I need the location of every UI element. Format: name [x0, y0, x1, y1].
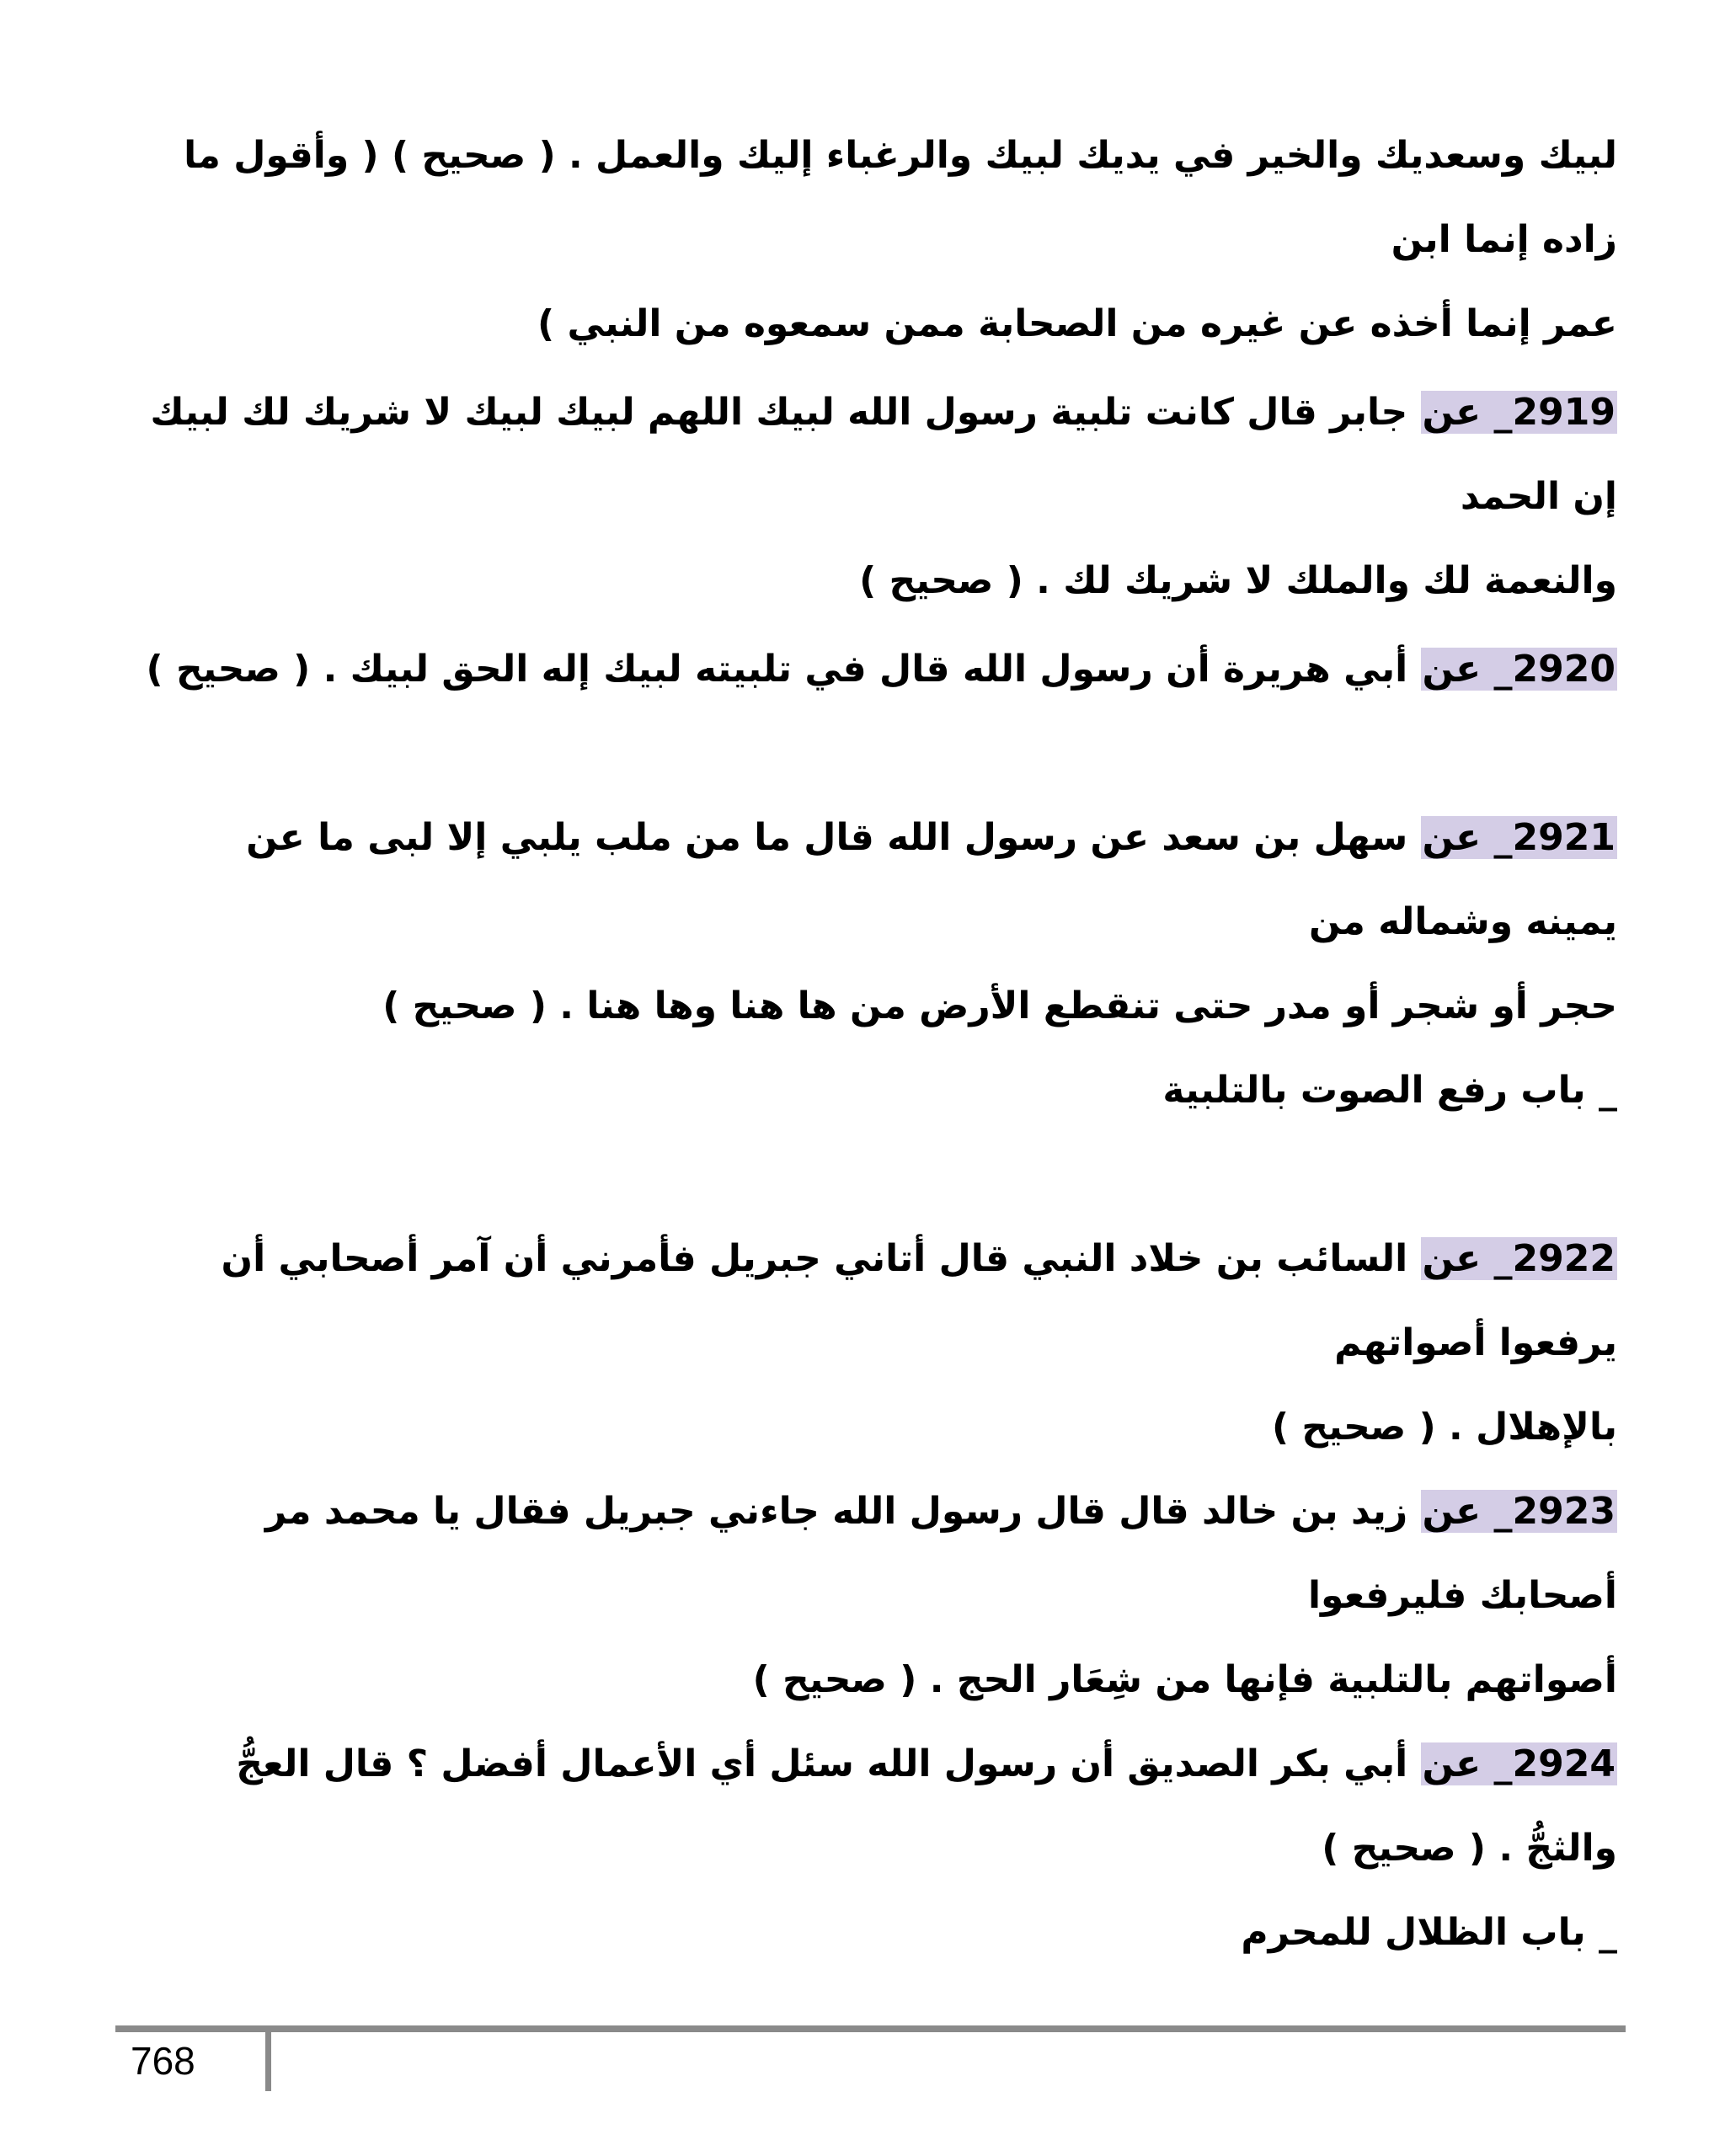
hadith-entry-2920	[143, 627, 1617, 712]
text-line: أصواتهم بالتلبية فإنها من شِعَار الحج . ( صحيح )	[752, 1658, 1617, 1701]
hadith-entry-2921	[143, 796, 1617, 1049]
text-line: لبيك وسعديك والخير في يديك لبيك والرغباء إليك والعمل . ( صحيح ) ( وأقول ما زاده إنما ابن	[184, 134, 1617, 261]
hadith-number: 2924_ عن	[1422, 1742, 1616, 1785]
hadith-number: 2922_ عن	[1422, 1237, 1616, 1280]
text-line: حجر أو شجر أو مدر حتى تنقطع الأرض من ها هنا وها هنا . ( صحيح )	[382, 985, 1617, 1027]
hadith-entry-2919	[143, 371, 1617, 623]
text-line: أبي بكر الصديق أن رسول الله سئل أي الأعمال أفضل ؟ قال العجُّ والثجُّ . ( صحيح )	[236, 1742, 1617, 1870]
heading-text: _ باب الظلال للمحرم	[1241, 1911, 1617, 1954]
text-line: بالإهلال . ( صحيح )	[1271, 1406, 1617, 1449]
footer-divider-tick	[265, 2028, 271, 2091]
section-heading	[143, 1049, 1617, 1133]
footer-rule	[115, 2025, 1626, 2032]
text-line: أبي هريرة أن رسول الله قال في تلبيته لبيك إله الحق لبيك . ( صحيح )	[146, 648, 1421, 691]
hadith-number: 2921_ عن	[1422, 816, 1616, 859]
page-number: 768	[131, 2039, 195, 2083]
hadith-entry-2922	[143, 1217, 1617, 1470]
text-line: سهل بن سعد عن رسول الله قال ما من ملب يلبي إلا لبى ما عن يمينه وشماله من	[246, 816, 1617, 943]
hadith-number: 2920_ عن	[1422, 648, 1616, 691]
section-heading	[143, 1891, 1617, 1975]
hadith-number: 2923_ عن	[1422, 1490, 1616, 1533]
hadith-number: 2919_ عن	[1422, 391, 1616, 434]
continuation-paragraph	[143, 114, 1617, 366]
text-line: زيد بن خالد قال قال رسول الله جاءني جبريل فقال يا محمد مر أصحابك فليرفعوا	[264, 1490, 1617, 1617]
hadith-entry-2923	[143, 1470, 1617, 1722]
heading-text: _ باب رفع الصوت بالتلبية	[1162, 1069, 1617, 1112]
hadith-entry-2924	[143, 1722, 1617, 1891]
text-line: عمر إنما أخذه عن غيره من الصحابة ممن سمعوه من النبي )	[537, 302, 1617, 345]
text-line: جابر قال كانت تلبية رسول الله لبيك اللهم لبيك لبيك لا شريك لك لبيك إن الحمد	[150, 391, 1617, 518]
text-line: والنعمة لك والملك لا شريك لك . ( صحيح )	[859, 559, 1617, 602]
text-line: السائب بن خلاد النبي قال أتاني جبريل فأمرني أن آمر أصحابي أن يرفعوا أصواتهم	[221, 1237, 1617, 1364]
